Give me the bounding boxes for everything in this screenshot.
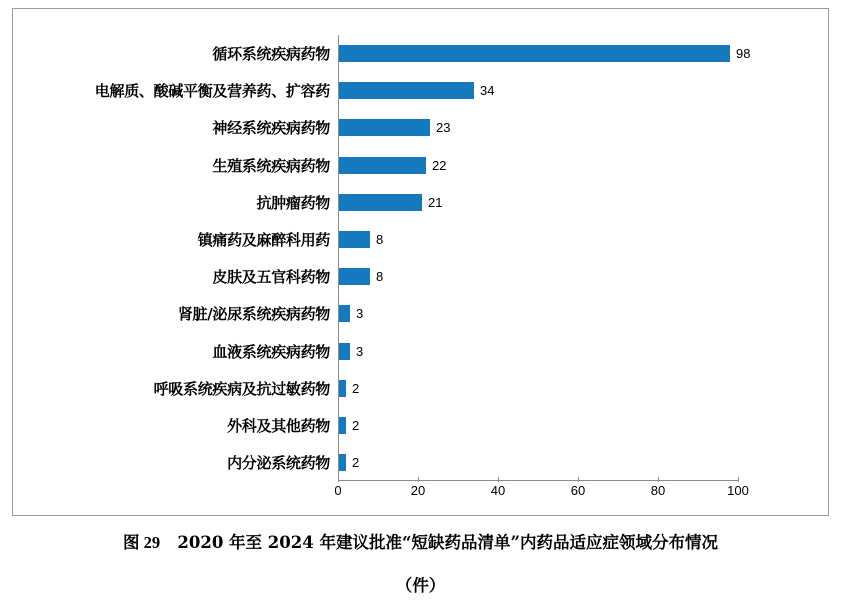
bar-value-label: 23 — [436, 120, 451, 136]
bar-track — [338, 109, 828, 146]
bar-1 — [338, 82, 474, 99]
figure-caption-unit: （件） — [395, 576, 446, 595]
bar-value-label: 3 — [356, 343, 364, 359]
bar-value-label: 34 — [480, 83, 495, 99]
bar-track — [338, 407, 828, 444]
figure-caption-text: 2020 年至 2024 年建议批准“短缺药品清单”内药品适应症领域分布情况 — [177, 533, 718, 552]
bar-row — [13, 109, 828, 146]
category-label: 循环系统疾病药物 — [212, 45, 330, 64]
bar-7 — [338, 305, 350, 322]
bar-row — [13, 258, 828, 295]
bar-row — [13, 295, 828, 332]
category-label: 生殖系统疾病药物 — [212, 156, 330, 175]
bar-value-label: 2 — [352, 417, 360, 433]
figure-caption — [0, 529, 841, 553]
x-axis-ticks — [334, 483, 749, 503]
bar-track — [338, 370, 828, 407]
bar-9 — [338, 380, 346, 397]
bar-track — [338, 258, 828, 295]
bar-rows — [13, 35, 828, 481]
x-tick: 0 — [334, 483, 342, 498]
bar-3 — [338, 157, 426, 174]
bar-value-label: 8 — [376, 269, 384, 285]
bar-row — [13, 35, 828, 72]
bar-value-label: 98 — [736, 46, 751, 62]
bar-10 — [338, 417, 346, 434]
bar-row — [13, 221, 828, 258]
category-label: 皮肤及五官科药物 — [212, 268, 330, 287]
bar-0 — [338, 45, 730, 62]
bar-row — [13, 147, 828, 184]
figure-number: 图 29 — [123, 533, 161, 552]
bar-track — [338, 72, 828, 109]
category-label: 神经系统疾病药物 — [212, 119, 330, 138]
x-tick: 100 — [727, 483, 749, 498]
bar-value-label: 3 — [356, 306, 364, 322]
bar-4 — [338, 194, 422, 211]
bar-row — [13, 370, 828, 407]
bar-value-label: 21 — [428, 194, 443, 210]
bar-row — [13, 407, 828, 444]
category-label: 呼吸系统疾病及抗过敏药物 — [153, 379, 330, 398]
bar-5 — [338, 231, 370, 248]
bar-track — [338, 295, 828, 332]
category-label: 抗肿瘤药物 — [256, 193, 330, 212]
chart-frame — [12, 8, 829, 516]
category-label: 内分泌系统药物 — [227, 454, 330, 473]
category-label: 镇痛药及麻醉科用药 — [197, 231, 330, 250]
bar-track — [338, 333, 828, 370]
x-tick: 40 — [490, 483, 506, 498]
bar-track — [338, 147, 828, 184]
x-tick: 60 — [570, 483, 586, 498]
bar-6 — [338, 268, 370, 285]
bar-track — [338, 444, 828, 481]
bar-track — [338, 184, 828, 221]
bar-value-label: 22 — [432, 157, 447, 173]
category-label: 外科及其他药物 — [227, 416, 330, 435]
category-label: 肾脏/泌尿系统疾病药物 — [177, 305, 330, 324]
plot-area — [13, 9, 828, 515]
category-label: 血液系统疾病药物 — [212, 342, 330, 361]
bar-2 — [338, 119, 430, 136]
bar-track — [338, 35, 828, 72]
bar-row — [13, 184, 828, 221]
bar-row — [13, 333, 828, 370]
bar-track — [338, 221, 828, 258]
bar-8 — [338, 343, 350, 360]
x-tick: 80 — [650, 483, 666, 498]
bar-row — [13, 444, 828, 481]
bar-row — [13, 72, 828, 109]
category-label: 电解质、酸碱平衡及营养药、扩容药 — [94, 82, 330, 101]
x-tick: 20 — [410, 483, 426, 498]
bar-11 — [338, 454, 346, 471]
bar-value-label: 8 — [376, 232, 384, 248]
bar-value-label: 2 — [352, 455, 360, 471]
bar-value-label: 2 — [352, 380, 360, 396]
